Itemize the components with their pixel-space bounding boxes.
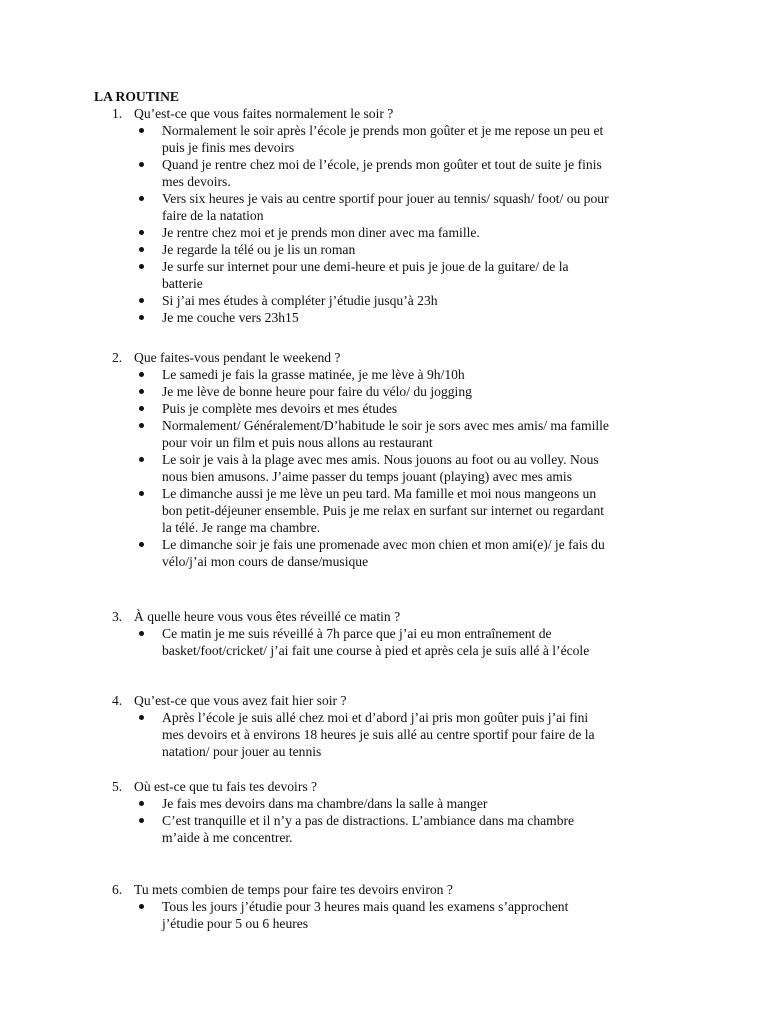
bullet-dot-icon bbox=[139, 372, 144, 377]
answer-line: Normalement/ Généralement/D’habitude le soir je sors avec mes amis/ ma famille bbox=[162, 418, 609, 433]
answer-line: puis je finis mes devoirs bbox=[162, 140, 295, 155]
answer-line: faire de la natation bbox=[162, 208, 264, 223]
answer-text bbox=[162, 400, 682, 417]
bullet-dot-icon bbox=[139, 491, 144, 496]
question-number: 5. bbox=[112, 779, 123, 794]
answer-item bbox=[0, 241, 768, 258]
answer-item bbox=[0, 190, 768, 224]
question-number: 1. bbox=[112, 106, 123, 121]
answer-line: j’étudie pour 5 ou 6 heures bbox=[162, 916, 309, 931]
answer-line: Je me lève de bonne heure pour faire du vélo/ du jogging bbox=[162, 384, 472, 399]
answer-line: la télé. Je range ma chambre. bbox=[162, 520, 321, 535]
answer-item bbox=[0, 292, 768, 309]
answer-line: Le soir je vais à la plage avec mes amis. Nous jouons au foot ou au volley. Nous bbox=[162, 452, 599, 467]
answer-text bbox=[162, 366, 682, 383]
question-text: À quelle heure vous vous êtes réveillé ce matin ? bbox=[134, 609, 401, 624]
answer-text bbox=[162, 795, 682, 812]
answer-text bbox=[162, 122, 682, 156]
answer-list bbox=[0, 898, 768, 932]
bullet-dot-icon bbox=[139, 315, 144, 320]
answer-line: m’aide à me concentrer. bbox=[162, 830, 293, 845]
question-text: Où est-ce que tu fais tes devoirs ? bbox=[134, 779, 318, 794]
bullet-dot-icon bbox=[139, 389, 144, 394]
answer-line: Tous les jours j’étudie pour 3 heures mais quand les examens s’approchent bbox=[162, 899, 569, 914]
bullet-dot-icon bbox=[139, 406, 144, 411]
answer-line: bon petit-déjeuner ensemble. Puis je me relax en surfant sur internet ou regardant bbox=[162, 503, 605, 518]
question-2 bbox=[0, 349, 768, 570]
answer-item bbox=[0, 536, 768, 570]
answer-item bbox=[0, 812, 768, 846]
answer-line: Puis je complète mes devoirs et mes études bbox=[162, 401, 398, 416]
answer-text bbox=[162, 485, 682, 536]
bullet-dot-icon bbox=[139, 247, 144, 252]
bullet-dot-icon bbox=[139, 196, 144, 201]
answer-line: basket/foot/cricket/ j’ai fait une course à pied et après cela je suis allé à l’école bbox=[162, 643, 590, 658]
answer-text bbox=[162, 241, 682, 258]
answer-line: Je me couche vers 23h15 bbox=[162, 310, 299, 325]
answer-item bbox=[0, 898, 768, 932]
answer-text bbox=[162, 417, 682, 451]
bullet-dot-icon bbox=[139, 457, 144, 462]
answer-line: mes devoirs. bbox=[162, 174, 231, 189]
answer-text bbox=[162, 258, 682, 292]
answer-text bbox=[162, 451, 682, 485]
answer-item bbox=[0, 485, 768, 536]
question-6 bbox=[0, 881, 768, 932]
answer-item bbox=[0, 383, 768, 400]
question-4 bbox=[0, 692, 768, 760]
bullet-dot-icon bbox=[139, 230, 144, 235]
answer-item bbox=[0, 258, 768, 292]
answer-item bbox=[0, 795, 768, 812]
answer-line: Je fais mes devoirs dans ma chambre/dans la salle à manger bbox=[162, 796, 488, 811]
answer-list bbox=[0, 122, 768, 326]
answer-text bbox=[162, 309, 682, 326]
bullet-dot-icon bbox=[139, 904, 144, 909]
answer-line: Vers six heures je vais au centre sportif pour jouer au tennis/ squash/ foot/ ou pour bbox=[162, 191, 609, 206]
answer-line: Le dimanche aussi je me lève un peu tard. Ma famille et moi nous mangeons un bbox=[162, 486, 597, 501]
answer-line: Je regarde la télé ou je lis un roman bbox=[162, 242, 356, 257]
answer-item bbox=[0, 400, 768, 417]
answer-line: Je surfe sur internet pour une demi-heure et puis je joue de la guitare/ de la bbox=[162, 259, 569, 274]
answer-text bbox=[162, 898, 682, 932]
question-number: 4. bbox=[112, 693, 123, 708]
question-number: 2. bbox=[112, 350, 123, 365]
bullet-dot-icon bbox=[139, 801, 144, 806]
answer-line: Le dimanche soir je fais une promenade avec mon chien et mon ami(e)/ je fais du bbox=[162, 537, 605, 552]
answer-list bbox=[0, 625, 768, 659]
question-5 bbox=[0, 778, 768, 846]
answer-line: Après l’école je suis allé chez moi et d’abord j’ai pris mon goûter puis j’ai fini bbox=[162, 710, 589, 725]
bullet-dot-icon bbox=[139, 715, 144, 720]
answer-line: mes devoirs et à environs 18 heures je suis allé au centre sportif pour faire de la bbox=[162, 727, 595, 742]
answer-item bbox=[0, 709, 768, 760]
answer-item bbox=[0, 309, 768, 326]
question-text: Qu’est-ce que vous faites normalement le soir ? bbox=[134, 106, 394, 121]
answer-text bbox=[162, 536, 682, 570]
answer-line: batterie bbox=[162, 276, 203, 291]
answer-line: Si j’ai mes études à compléter j’étudie jusqu’à 23h bbox=[162, 293, 438, 308]
answer-line: Le samedi je fais la grasse matinée, je me lève à 9h/10h bbox=[162, 367, 465, 382]
bullet-dot-icon bbox=[139, 818, 144, 823]
answer-text bbox=[162, 709, 682, 760]
answer-item bbox=[0, 451, 768, 485]
question-3 bbox=[0, 608, 768, 659]
question-number: 6. bbox=[112, 882, 123, 897]
answer-text bbox=[162, 224, 682, 241]
bullet-dot-icon bbox=[139, 423, 144, 428]
answer-text bbox=[162, 812, 682, 846]
question-number: 3. bbox=[112, 609, 123, 624]
bullet-dot-icon bbox=[139, 542, 144, 547]
question-text: Tu mets combien de temps pour faire tes devoirs environ ? bbox=[134, 882, 453, 897]
answer-line: Je rentre chez moi et je prends mon diner avec ma famille. bbox=[162, 225, 480, 240]
answer-item bbox=[0, 625, 768, 659]
answer-text bbox=[162, 156, 682, 190]
bullet-dot-icon bbox=[139, 264, 144, 269]
answer-item bbox=[0, 156, 768, 190]
answer-text bbox=[162, 383, 682, 400]
answer-item bbox=[0, 417, 768, 451]
answer-line: natation/ pour jouer au tennis bbox=[162, 744, 322, 759]
answer-line: vélo/j’ai mon cours de danse/musique bbox=[162, 554, 369, 569]
answer-line: pour voir un film et puis nous allons au restaurant bbox=[162, 435, 433, 450]
answer-text bbox=[162, 190, 682, 224]
bullet-dot-icon bbox=[139, 631, 144, 636]
bullet-dot-icon bbox=[139, 298, 144, 303]
answer-item bbox=[0, 224, 768, 241]
document-title: LA ROUTINE bbox=[94, 89, 179, 104]
answer-list bbox=[0, 795, 768, 846]
answer-line: Quand je rentre chez moi de l’école, je prends mon goûter et tout de suite je finis bbox=[162, 157, 602, 172]
answer-item bbox=[0, 366, 768, 383]
bullet-dot-icon bbox=[139, 128, 144, 133]
answer-line: nous bien amusons. J’aime passer du temps jouant (playing) avec mes amis bbox=[162, 469, 572, 484]
bullet-dot-icon bbox=[139, 162, 144, 167]
answer-list bbox=[0, 366, 768, 570]
answer-list bbox=[0, 709, 768, 760]
question-text: Qu’est-ce que vous avez fait hier soir ? bbox=[134, 693, 347, 708]
answer-item bbox=[0, 122, 768, 156]
answer-line: C’est tranquille et il n’y a pas de distractions. L’ambiance dans ma chambre bbox=[162, 813, 575, 828]
question-text: Que faites-vous pendant le weekend ? bbox=[134, 350, 341, 365]
answer-text bbox=[162, 292, 682, 309]
answer-line: Normalement le soir après l’école je prends mon goûter et je me repose un peu et bbox=[162, 123, 604, 138]
answer-text bbox=[162, 625, 682, 659]
answer-line: Ce matin je me suis réveillé à 7h parce que j’ai eu mon entraînement de bbox=[162, 626, 552, 641]
question-1 bbox=[0, 105, 768, 326]
